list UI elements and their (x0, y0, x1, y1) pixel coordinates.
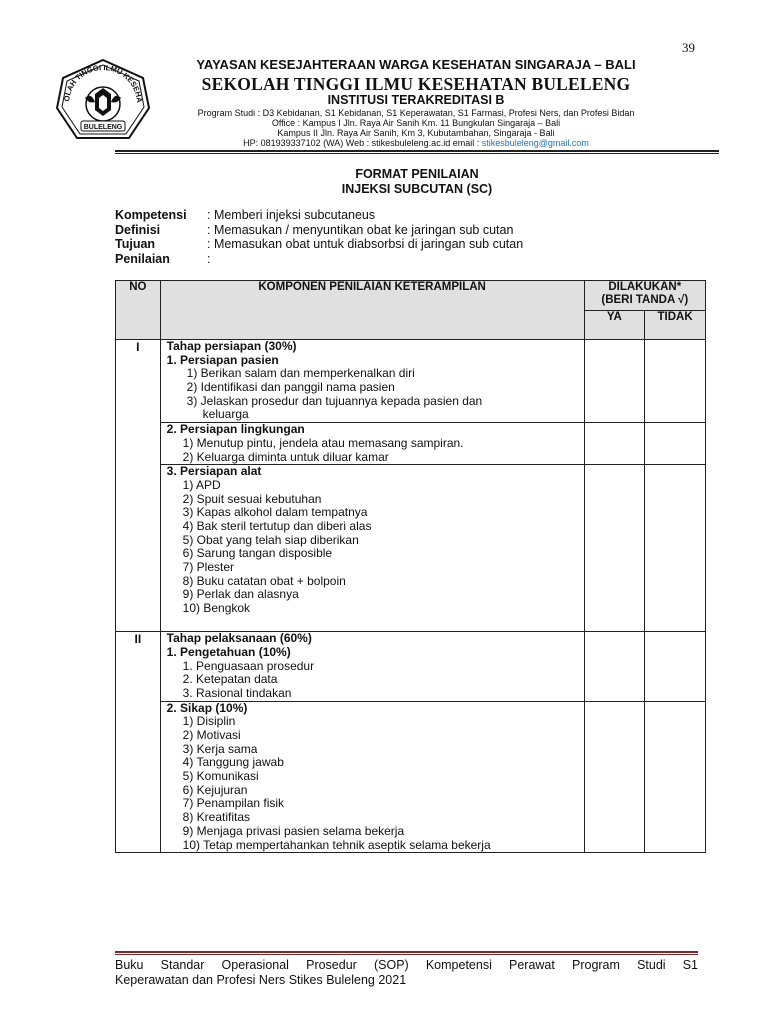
school-logo (55, 58, 151, 142)
list-item: 8) Buku catatan obat + bolpoin (182, 573, 346, 588)
info-label: Definisi (115, 222, 161, 237)
study-programs: Program Studi : D3 Kebidanan, S1 Kebidanan, S1 Keperawatan, S1 Farmasi, Profesi Ners, dan Profesi Bidan (197, 108, 635, 118)
list-item: 4) Tanggung jawab (182, 755, 284, 770)
col-no-header: NO (116, 281, 161, 340)
list-item: keluarga (202, 407, 249, 422)
accreditation: INSTITUSI TERAKREDITASI B (327, 93, 505, 107)
svg-text:SEKOLAH TINGGI ILMU KESEHATAN: OLAH TINGGI ILMU KESEHA (62, 63, 144, 103)
list-item: 3. Rasional tindakan (182, 685, 292, 700)
table-row (116, 701, 706, 853)
list-item: 9) Menjaga privasi pasien selama bekerja (182, 823, 405, 838)
info-row-definition (115, 223, 523, 238)
check-yes[interactable] (584, 701, 645, 853)
check-yes[interactable] (584, 632, 645, 701)
group-title: 2. Sikap (10%) (166, 700, 248, 715)
section-number: II (116, 632, 161, 853)
list-item: 2) Spuit sesuai kebutuhan (182, 491, 322, 506)
list-item: 3) Kapas alkohol dalam tempatnya (182, 505, 368, 520)
col-no-check-header: TIDAK (645, 310, 706, 340)
list-item: 9) Perlak dan alasnya (182, 587, 299, 602)
stage-title: Tahap persiapan (30%) (166, 339, 297, 353)
list-item: 7) Penampilan fisik (182, 796, 285, 811)
check-no[interactable] (645, 340, 706, 423)
check-no[interactable] (645, 632, 706, 701)
check-yes[interactable] (584, 340, 645, 423)
table-row (116, 632, 706, 701)
list-item: 2) Identifikasi dan panggil nama pasien (186, 380, 395, 395)
contact-line (150, 138, 682, 148)
info-label: Penilaian (115, 251, 170, 266)
contact-text: HP: 081939337102 (WA) Web : stikesbuleleng.ac.id email : (243, 138, 482, 148)
info-row-purpose (115, 237, 523, 252)
col-done-sublabel: (BERI TANDA √) (601, 294, 689, 306)
list-item: 5) Komunikasi (182, 769, 259, 784)
stage-title: Tahap pelaksanaan (60%) (166, 631, 312, 646)
list-item: 8) Kreatifitas (182, 810, 251, 825)
list-item: 4) Bak steril tertutup dan diberi alas (182, 518, 372, 533)
list-item: 1) APD (182, 477, 221, 492)
form-subtitle: INJEKSI SUBCUTAN (SC) (341, 182, 493, 196)
group-title: 1. Persiapan pasien (166, 352, 279, 367)
page-number: 39 (682, 40, 695, 55)
list-item: 2) Keluarga diminta untuk diluar kamar (182, 449, 389, 464)
footer (115, 958, 698, 988)
info-label: Tujuan (115, 237, 156, 251)
check-no[interactable] (645, 701, 706, 853)
info-row-competency (115, 208, 523, 223)
group-title: 1. Pengetahuan (10%) (166, 644, 291, 659)
list-item: 3) Jelaskan prosedur dan tujuannya kepada pasien dan (186, 393, 483, 408)
list-item: 10) Bengkok (182, 601, 251, 616)
header-rule-thin (115, 153, 719, 154)
list-item: 10) Tetap mempertahankan tehnik aseptik selama bekerja (182, 837, 491, 852)
footer-rule (115, 951, 698, 953)
list-item: 1) Disiplin (182, 714, 236, 729)
list-item: 2) Motivasi (182, 728, 241, 742)
form-title: FORMAT PENILAIAN (355, 167, 479, 181)
list-item: 6) Kejujuran (182, 782, 248, 797)
component-cell (160, 423, 584, 465)
assessment-table (115, 280, 706, 853)
list-item: 1. Penguasaan prosedur (182, 658, 315, 673)
table-row (116, 340, 706, 423)
footer-line-2: Keperawatan dan Profesi Ners Stikes Buleleng 2021 (115, 973, 407, 987)
component-cell (160, 701, 584, 853)
component-cell (160, 465, 584, 632)
col-yes-header: YA (584, 310, 645, 340)
group-title: 2. Persiapan lingkungan (166, 422, 305, 437)
col-done-header (584, 281, 705, 311)
info-label: Kompetensi (115, 208, 187, 222)
table-row (116, 423, 706, 465)
table-row (116, 465, 706, 632)
footer-line-1: Buku Standar Operasional Prosedur (SOP) Kompetensi Perawat Program Studi S1 (115, 958, 698, 972)
list-item: 1) Menutup pintu, jendela atau memasang sampiran. (182, 435, 464, 450)
competency-info (115, 208, 523, 266)
list-item: 5) Obat yang telah siap diberikan (182, 532, 359, 547)
col-component-header: KOMPONEN PENILAIAN KETERAMPILAN (160, 281, 584, 340)
school-name: SEKOLAH TINGGI ILMU KESEHATAN BULELENG (201, 74, 631, 94)
info-value: : (207, 251, 211, 266)
table-header-row (116, 281, 706, 311)
col-done-label: DILAKUKAN* (608, 281, 682, 293)
list-item: 6) Sarung tangan disposible (182, 546, 333, 561)
list-item: 2. Ketepatan data (182, 672, 278, 687)
footer-rule-thin (115, 954, 698, 955)
campus2-address: Kampus II Jln. Raya Air Sanih, Km 3, Kubutambahan, Singaraja - Bali (277, 128, 555, 138)
header-rule (115, 150, 719, 152)
check-yes[interactable] (584, 465, 645, 632)
check-yes[interactable] (584, 423, 645, 465)
svg-text:BULELENG: BULELENG (83, 124, 123, 131)
list-item: 3) Kerja sama (182, 741, 258, 756)
list-item: 1) Berikan salam dan memperkenalkan diri (186, 366, 415, 381)
section-number: I (116, 340, 161, 632)
email-link[interactable]: stikesbuleleng@gmail.com (481, 138, 589, 148)
office-address: Office : Kampus I Jln. Raya Air Sanih Km. 11 Bungkulan Singaraja – Bali (271, 118, 561, 128)
info-value: : Memasukan / menyuntikan obat ke jaringan sub cutan (207, 222, 514, 237)
group-title: 3. Persiapan alat (166, 464, 262, 479)
info-value: : Memberi injeksi subcutaneus (207, 208, 376, 222)
foundation-name: YAYASAN KESEJAHTERAAN WARGA KESEHATAN SINGARAJA – BALI (196, 57, 636, 72)
check-no[interactable] (645, 423, 706, 465)
info-value: : Memasukan obat untuk diabsorbsi di jaringan sub cutan (207, 237, 524, 251)
check-no[interactable] (645, 465, 706, 632)
component-cell (160, 632, 584, 701)
list-item: 7) Plester (182, 560, 235, 574)
info-row-assessment (115, 252, 523, 267)
component-cell (160, 340, 584, 423)
